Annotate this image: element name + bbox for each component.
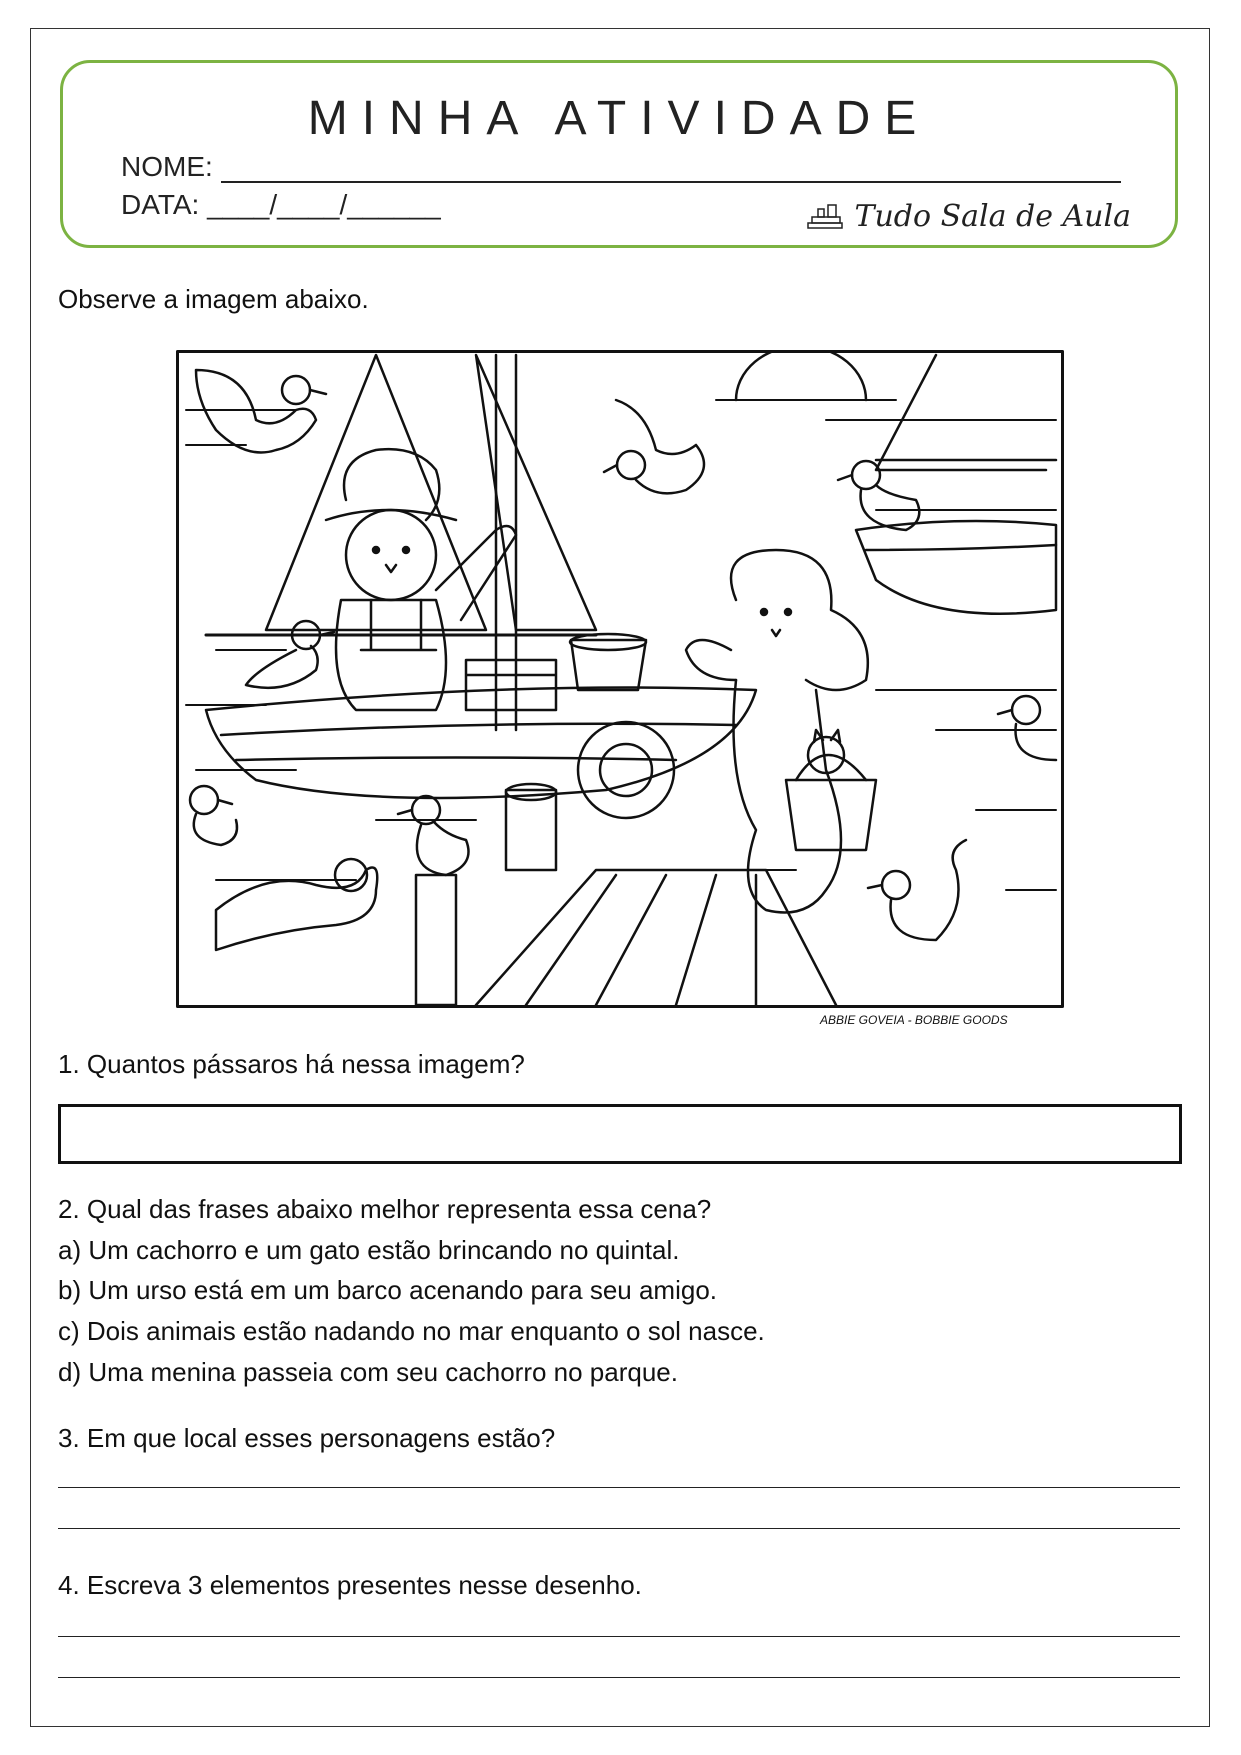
post-small (416, 875, 456, 1005)
header-box (60, 60, 1178, 248)
crate (466, 660, 556, 710)
answer-line[interactable] (58, 1487, 1180, 1488)
image-credit: ABBIE GOVEIA - BOBBIE GOODS (820, 1013, 1008, 1027)
answer-line[interactable] (58, 1677, 1180, 1678)
brand-logo (806, 199, 1131, 234)
bird-flying-top-left (196, 370, 326, 453)
coloring-illustration (176, 350, 1064, 1008)
sun (736, 350, 866, 400)
page-title: MINHA ATIVIDADE (307, 92, 931, 145)
books-icon (806, 203, 846, 231)
bird-on-post (398, 796, 469, 875)
answer-line[interactable] (58, 1636, 1180, 1637)
bird-water-right (998, 696, 1056, 760)
name-field[interactable] (221, 155, 1121, 183)
date-label: DATA: (121, 189, 200, 220)
option-d[interactable]: d) Uma menina passeia com seu cachorro no parque. (58, 1357, 678, 1387)
option-a[interactable]: a) Um cachorro e um gato estão brincando no quintal. (58, 1235, 680, 1265)
sail-left (266, 355, 486, 630)
question-4: 4. Escreva 3 elementos presentes nesse desenho. (58, 1570, 642, 1600)
far-boat-sail (876, 355, 1046, 470)
question-2: 2. Qual das frases abaixo melhor representa essa cena? (58, 1194, 712, 1224)
question-1: 1. Quantos pássaros há nessa imagem? (58, 1049, 525, 1079)
life-ring (578, 722, 674, 818)
option-c[interactable]: c) Dois animais estão nadando no mar enquanto o sol nasce. (58, 1316, 765, 1346)
far-boat (856, 521, 1056, 614)
bird-flying-center (604, 400, 704, 493)
bear-character (326, 449, 516, 710)
dog-character (686, 550, 868, 913)
answer-box-q1[interactable] (58, 1104, 1182, 1164)
answer-line[interactable] (58, 1528, 1180, 1529)
post (506, 790, 556, 870)
question-3: 3. Em que local esses personagens estão? (58, 1423, 556, 1453)
name-field-row (121, 151, 1121, 183)
option-b[interactable]: b) Um urso está em um barco acenando para seu amigo. (58, 1275, 718, 1305)
sail-right (476, 355, 596, 630)
instruction-text: Observe a imagem abaixo. (58, 284, 369, 314)
bird-water-left (190, 786, 237, 845)
brand-name: Tudo Sala de Aula (854, 199, 1131, 234)
handbag (786, 780, 876, 850)
name-label: NOME: (121, 151, 213, 182)
date-field-row (121, 189, 441, 221)
dock (476, 870, 836, 1005)
bird-bottom-right (868, 840, 966, 940)
bird-on-far-boat (838, 461, 919, 530)
date-field[interactable]: ____/____/______ (207, 189, 441, 220)
